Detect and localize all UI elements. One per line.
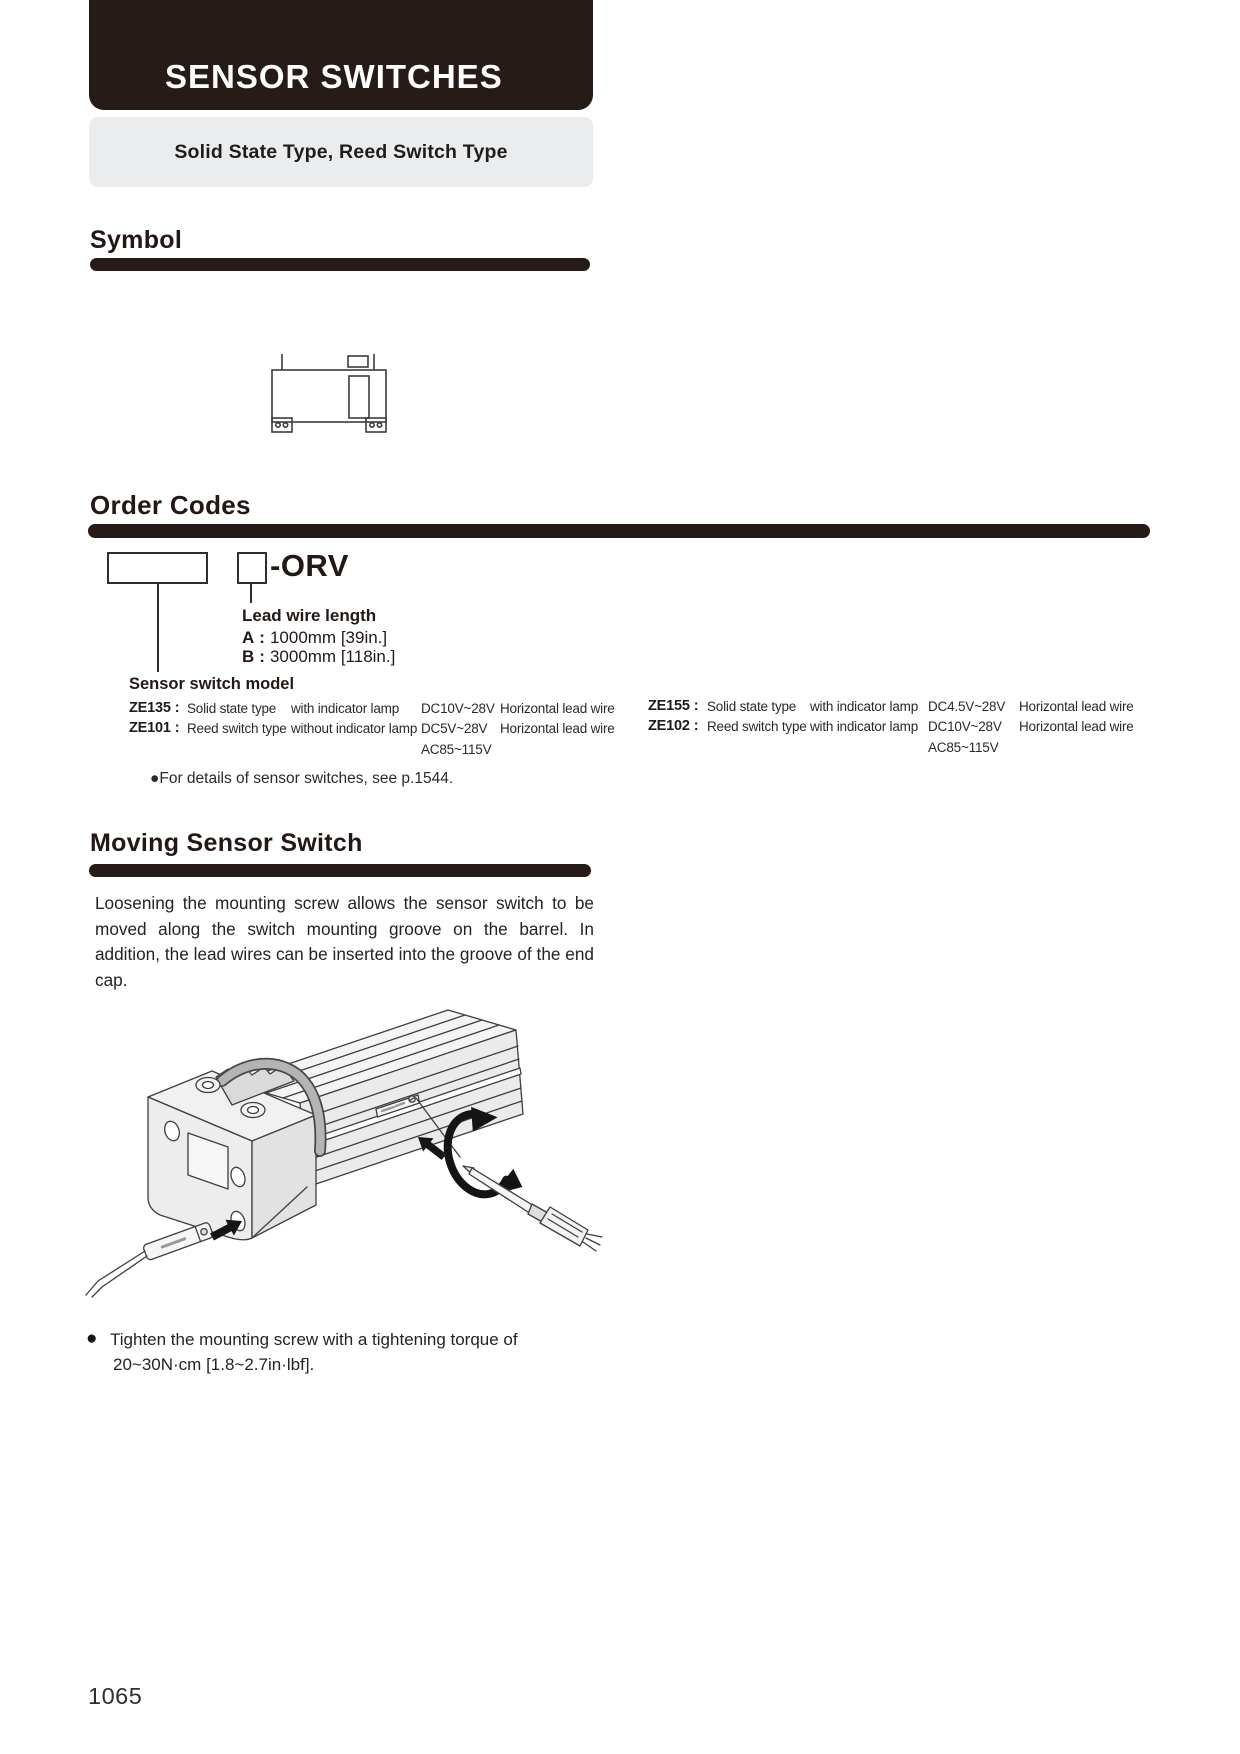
note-bullet: ● — [86, 1328, 98, 1349]
sensor-switch-symbol-diagram — [270, 352, 390, 434]
lead-wire-length-heading: Lead wire length — [242, 606, 377, 625]
moving-sensor-switch-illustration — [82, 985, 622, 1310]
order-code-model-box — [107, 552, 208, 584]
model-code — [129, 720, 183, 736]
page-subtitle: Solid State Type, Reed Switch Type — [174, 140, 508, 163]
terminal-contact — [276, 423, 280, 427]
model-code — [648, 698, 702, 714]
model-separator: : — [693, 718, 699, 734]
screwdriver-handle — [540, 1207, 588, 1246]
sensor-switch-details-note: ●For details of sensor switches, see p.1544. — [150, 770, 454, 787]
terminal-contact — [370, 423, 374, 427]
lead-wire — [86, 1251, 147, 1297]
model-lead: Horizontal lead wire — [500, 721, 615, 736]
model-code — [129, 700, 183, 716]
model-type: Reed switch type — [187, 721, 287, 736]
symbol-indicator-box — [348, 356, 368, 367]
tightening-note-line2: 20~30N·cm [1.8~2.7in·lbf]. — [113, 1355, 315, 1374]
model-lead: Horizontal lead wire — [1019, 719, 1134, 734]
model-lamp: with indicator lamp — [291, 701, 399, 716]
leadwire-connector-line — [250, 582, 252, 603]
page-title-banner — [89, 0, 593, 110]
model-voltage: DC5V~28V — [421, 721, 488, 736]
option-separator: : — [259, 628, 265, 647]
moving-description: Loosening the mounting screw allows the sensor switch to be moved along the switch mounting groove on the barrel. In addition, the lead wires can be inserted into the groove of the end cap. — [95, 893, 594, 990]
model-separator: : — [174, 700, 180, 716]
symbol-heading-rule — [90, 258, 590, 271]
page-title: SENSOR SWITCHES — [165, 58, 503, 95]
terminal-contact — [377, 423, 381, 427]
order-codes-heading-rule — [88, 524, 1150, 538]
screwdriver — [463, 1166, 602, 1251]
model-separator: : — [174, 720, 180, 736]
option-separator: : — [259, 647, 265, 666]
model-voltage: DC4.5V~28V — [928, 699, 1006, 714]
lead-wire-option-b — [242, 647, 395, 667]
option-value: 1000mm [39in.] — [269, 628, 388, 647]
tightening-note-line1: Tighten the mounting screw with a tightening torque of — [110, 1330, 518, 1349]
page-subtitle-panel — [89, 117, 593, 187]
model-number: ZE102 — [648, 718, 690, 734]
lead-wire-option-a — [242, 628, 387, 648]
moving-heading-rule — [89, 864, 591, 877]
model-number: ZE135 — [129, 700, 171, 716]
terminal-contact — [283, 423, 287, 427]
order-code-suffix: -ORV — [270, 548, 349, 583]
model-connector-line — [157, 582, 159, 672]
model-voltage: DC10V~28V — [928, 719, 1002, 734]
model-type: Solid state type — [707, 699, 797, 714]
model-lamp: with indicator lamp — [810, 699, 918, 714]
model-voltage-ac: AC85~115V — [421, 742, 492, 757]
symbol-inner-element — [349, 376, 369, 418]
sensor-switch-model-heading: Sensor switch model — [129, 675, 295, 693]
page-number: 1065 — [88, 1683, 143, 1709]
model-voltage: DC10V~28V — [421, 701, 495, 716]
option-value: 3000mm [118in.] — [269, 647, 396, 666]
option-key: B — [242, 647, 255, 666]
model-lamp: with indicator lamp — [810, 719, 918, 734]
model-number: ZE155 — [648, 698, 690, 714]
model-type: Reed switch type — [707, 719, 807, 734]
option-key: A — [242, 628, 255, 647]
model-lamp: without indicator lamp — [291, 721, 418, 736]
model-code — [648, 718, 702, 734]
model-number: ZE101 — [129, 720, 171, 736]
symbol-heading: Symbol — [90, 226, 183, 254]
model-voltage-ac: AC85~115V — [928, 740, 999, 755]
order-code-leadwire-box — [237, 552, 267, 584]
moving-sensor-switch-heading: Moving Sensor Switch — [90, 829, 363, 857]
model-lead: Horizontal lead wire — [500, 701, 615, 716]
model-separator: : — [693, 698, 699, 714]
sensor-switch — [86, 1222, 214, 1297]
model-type: Solid state type — [187, 701, 277, 716]
order-codes-heading: Order Codes — [90, 490, 251, 520]
model-lead: Horizontal lead wire — [1019, 699, 1134, 714]
